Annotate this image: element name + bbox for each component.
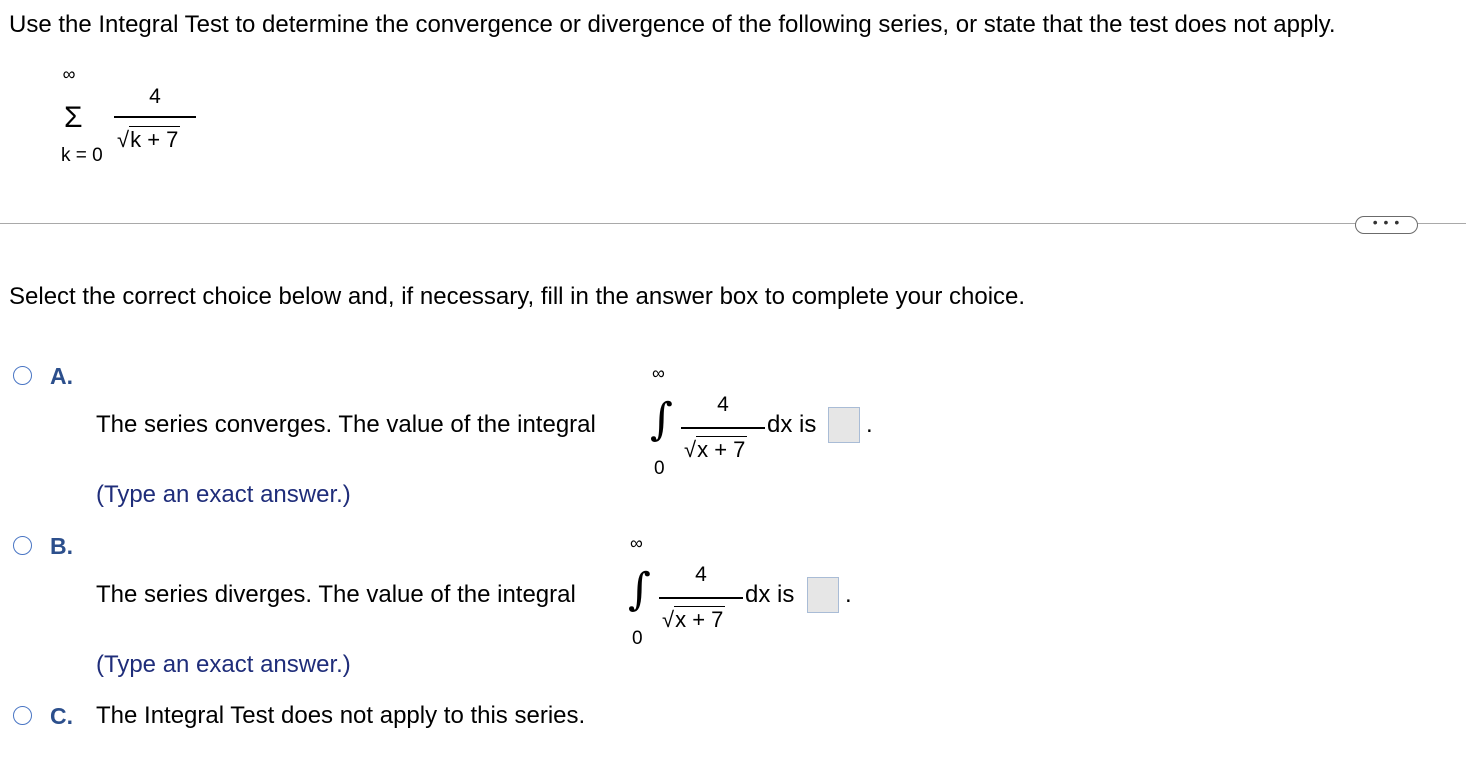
choice-a-text: The series converges. The value of the integral bbox=[96, 411, 596, 438]
choice-a-fraction-bar bbox=[681, 427, 765, 429]
choice-a-radio[interactable] bbox=[13, 366, 32, 385]
choice-b-answer-box[interactable] bbox=[807, 577, 839, 613]
question-prompt: Use the Integral Test to determine the convergence or divergence of the following series, or state that the test does not apply. bbox=[9, 11, 1336, 38]
more-options-button[interactable]: • • • bbox=[1355, 216, 1418, 234]
series-fraction-bar bbox=[114, 116, 196, 118]
choice-b-radio[interactable] bbox=[13, 536, 32, 555]
choice-b-radicand: x + 7 bbox=[675, 607, 724, 632]
choice-b-hint: (Type an exact answer.) bbox=[96, 651, 351, 678]
choice-b-integral-upper: ∞ bbox=[630, 533, 643, 553]
choice-a-denominator bbox=[684, 437, 747, 463]
choice-a-answer-box[interactable] bbox=[828, 407, 860, 443]
choice-b-letter: B. bbox=[50, 533, 73, 559]
choice-b-fraction-bar bbox=[659, 597, 743, 599]
choice-b-denominator bbox=[662, 607, 725, 633]
choice-a-integral-sign: ∫ bbox=[650, 394, 673, 445]
sum-upper-limit: ∞ bbox=[62, 64, 76, 84]
series-radicand: k + 7 bbox=[130, 127, 179, 152]
choice-a-integral-lower: 0 bbox=[654, 458, 665, 479]
radical-symbol: √ bbox=[117, 127, 130, 152]
section-divider bbox=[0, 223, 1466, 224]
radical-symbol: √ bbox=[662, 607, 675, 632]
choice-c-letter: C. bbox=[50, 703, 73, 729]
instruction-text: Select the correct choice below and, if necessary, fill in the answer box to complete your choice. bbox=[9, 283, 1026, 310]
radical-symbol: √ bbox=[684, 437, 697, 462]
series-numerator: 4 bbox=[149, 85, 161, 108]
choice-a-hint: (Type an exact answer.) bbox=[96, 481, 351, 508]
choice-a-numerator: 4 bbox=[717, 393, 729, 416]
choice-b-text: The series diverges. The value of the integral bbox=[96, 581, 576, 608]
choice-c-text: The Integral Test does not apply to this series. bbox=[96, 702, 586, 729]
choice-b-dx-is: dx is bbox=[745, 581, 795, 608]
sum-lower-limit: k = 0 bbox=[61, 145, 103, 166]
choice-a-radicand: x + 7 bbox=[697, 437, 746, 462]
sigma-symbol: Σ bbox=[64, 101, 83, 134]
choice-a-dx-is: dx is bbox=[767, 411, 817, 438]
choice-b-period: . bbox=[845, 581, 852, 608]
series-denominator bbox=[117, 127, 180, 153]
choice-c-radio[interactable] bbox=[13, 706, 32, 725]
choice-a-letter: A. bbox=[50, 363, 73, 389]
choice-a-integral-upper: ∞ bbox=[652, 363, 665, 383]
choice-b-integral-lower: 0 bbox=[632, 628, 643, 649]
choice-b-integral-sign: ∫ bbox=[628, 564, 651, 615]
choice-b-numerator: 4 bbox=[695, 563, 707, 586]
choice-a-period: . bbox=[866, 411, 873, 438]
